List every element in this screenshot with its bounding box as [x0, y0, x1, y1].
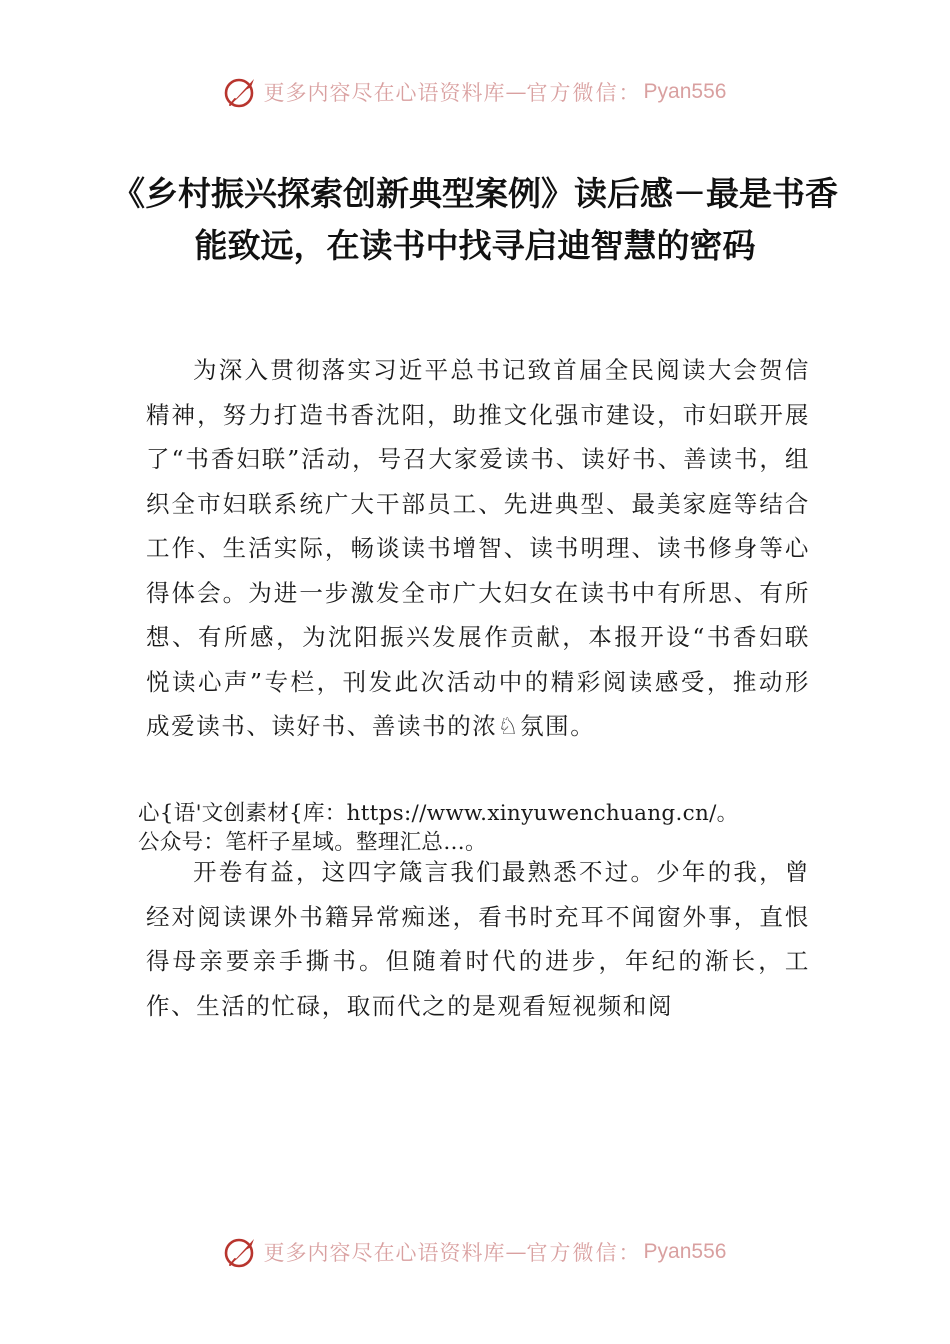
paragraph-1: 为深入贯彻落实习近平总书记致首届全民阅读大会贺信精神，努力打造书香沈阳，助推文化强市建设，市妇联开展了“书香妇联”活动，号召大家爱读书、读好书、善读书，组织全市妇联系统广大干部员工、先进典型、最美家庭等结合工作、生活实际，畅谈读书增智、读书明理、读书修身等心得体会。为进一步激发全市广大妇女在读书中有所思、有所想、有所感，为沈阳振兴发展作贡献，本报开设“书香妇联 悦读心声”专栏，刊发此次活动中的精彩阅读感受，推动形成爱读书、读好书、善读书的浓♘氛围。 — [146, 356, 810, 740]
banner-site-text: 更多内容尽在心语资料库 — [263, 1241, 506, 1265]
banner-separator: — — [505, 1240, 527, 1264]
header-banner — [0, 72, 950, 112]
footer-banner — [0, 1232, 950, 1272]
quill-pen-logo-icon — [224, 1235, 258, 1269]
document-title: 《乡村振兴探索创新典型案例》读后感－最是书香能致远，在读书中找寻启迪智慧的密码 — [112, 174, 838, 265]
watermark-line-2: 公众号：笔杆子星域。整理汇总…。 — [138, 830, 487, 855]
paragraph-2: 开卷有益，这四字箴言我们最熟悉不过。少年的我，曾经对阅读课外书籍异常痴迷，看书时充耳不闻窗外事，直恨得母亲要亲手撕书。但随着时代的进步，年纪的渐长，工作、生活的忙碌，取而代之的是观看短视频和阅 — [146, 858, 810, 1020]
banner-separator: — — [505, 80, 527, 104]
quill-pen-logo-icon — [224, 75, 258, 109]
banner-wechat-id: Pyan556 — [643, 1240, 727, 1263]
banner-site-text: 更多内容尽在心语资料库 — [263, 81, 506, 105]
banner-wechat-label: 官方微信： — [526, 1241, 642, 1265]
banner-wechat-label: 官方微信： — [526, 81, 642, 105]
banner-wechat-id: Pyan556 — [643, 80, 727, 103]
watermark-line-1: 心{语'文创素材{库：https://www.xinyuwenchuang.cn/。 — [138, 801, 739, 826]
